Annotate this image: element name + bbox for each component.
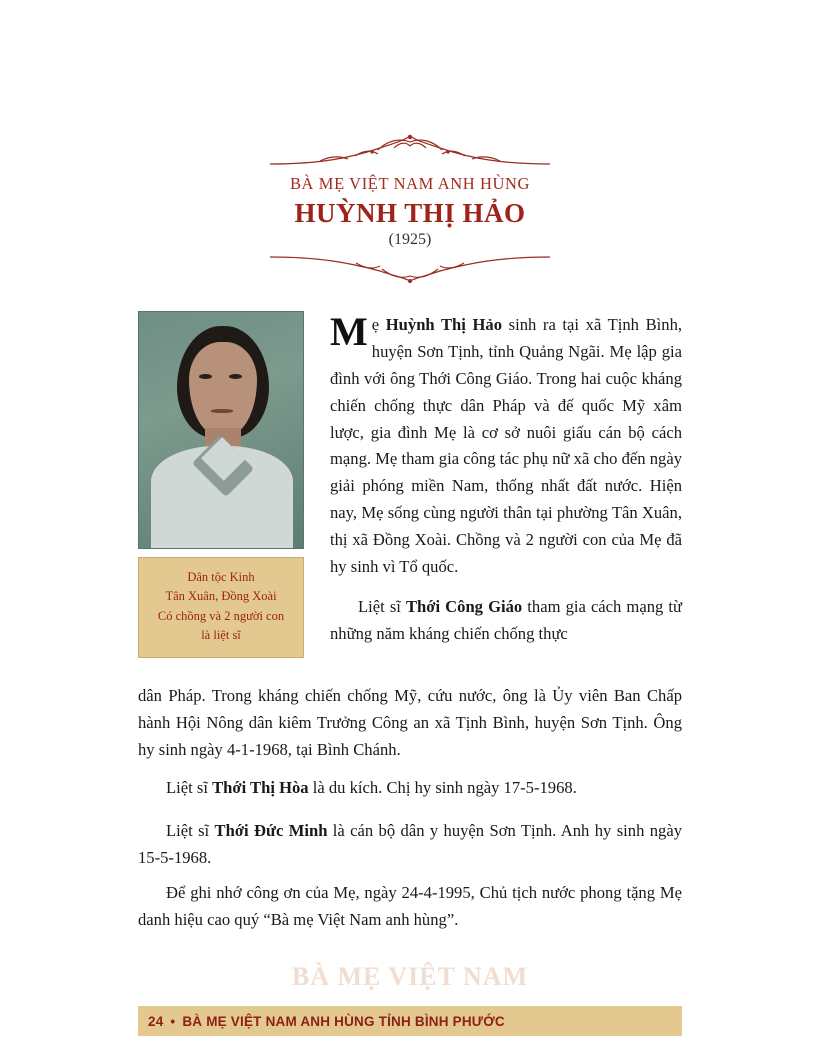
caption-line-2: Tân Xuân, Đồng Xoài: [165, 589, 277, 604]
drop-cap: M: [330, 309, 368, 354]
ornament-top-icon: [260, 128, 560, 172]
footer-separator: •: [170, 1013, 176, 1029]
portrait-eye-right: [229, 374, 242, 379]
caption-line-1: Dân tộc Kinh: [187, 570, 255, 584]
portrait-mouth: [211, 409, 233, 413]
body-paragraph-1: [330, 309, 683, 581]
body-paragraph-2-head-text: Liệt sĩ Thới Công Giáo tham gia cách mạng từ những năm kháng chiến chống thực: [330, 596, 682, 643]
portrait-face: [189, 342, 257, 436]
portrait-photo: [138, 311, 304, 549]
portrait-eye-left: [199, 374, 212, 379]
body-paragraph-4-text: Liệt sĩ Thới Đức Minh là cán bộ dân y huyện Sơn Tịnh. Anh hy sinh ngày 15-5-1968.: [138, 821, 682, 867]
body-paragraph-2-rest: [138, 683, 682, 764]
page-title: HUỲNH THỊ HẢO: [294, 197, 526, 228]
body-paragraph-4: [138, 818, 682, 872]
body-paragraph-3-text: Liệt sĩ Thới Thị Hòa là du kích. Chị hy sinh ngày 17-5-1968.: [166, 778, 577, 797]
page-footer: [138, 1006, 682, 1036]
page-title-year: (1925): [388, 230, 432, 248]
caption-line-4: là liệt sĩ: [201, 628, 241, 643]
footer-page-number: 24: [148, 1013, 164, 1029]
ornament-bottom-icon: [260, 251, 560, 285]
page-header: [240, 128, 580, 285]
photo-block: [138, 311, 304, 658]
body-paragraph-1-column: [330, 309, 683, 648]
caption-line-3: Có chồng và 2 người con: [157, 608, 285, 623]
body-paragraph-2-rest-text: dân Pháp. Trong kháng chiến chống Mỹ, cứu nước, ông là Ủy viên Ban Chấp hành Hội Nông dân kiêm Trưởng Công an xã Tịnh Bình, huyện Sơn Tịnh. Ông hy sinh ngày 4-1-1968, tại Bình Chánh.: [138, 686, 682, 759]
ghost-watermark-text: BÀ MẸ VIỆT NAM: [291, 962, 529, 991]
body-paragraph-5-text: Để ghi nhớ công ơn của Mẹ, ngày 24-4-1995, Chủ tịch nước phong tặng Mẹ danh hiệu cao quý “Bà mẹ Việt Nam anh hùng”.: [138, 883, 682, 929]
body-paragraph-3: [138, 775, 682, 802]
body-paragraph-1-text: ẹ Huỳnh Thị Hảo sinh ra tại xã Tịnh Bình, huyện Sơn Tịnh, tỉnh Quảng Ngãi. Mẹ lập gia đình với ông Thới Công Giáo. Trong hai cuộc kháng chiến chống thực dân Pháp và đế quốc Mỹ xâm lược, gia đình Mẹ là cơ sở nuôi giấu cán bộ cách mạng. Mẹ tham gia công tác phụ nữ xã cho đến ngày giải phóng miền Nam, thống nhất đất nước. Hiện nay, Mẹ sống cùng người thân tại phường Tân Xuân, thị xã Đồng Xoài. Chồng và 2 người con của Mẹ đã hy sinh vì Tổ quốc.: [330, 315, 683, 576]
page-eyebrow-title: BÀ MẸ VIỆT NAM ANH HÙNG: [289, 174, 531, 193]
photo-caption: [138, 557, 304, 658]
footer-title: BÀ MẸ VIỆT NAM ANH HÙNG TỈNH BÌNH PHƯỚC: [182, 1013, 505, 1029]
body-paragraph-2-head: [330, 594, 682, 648]
body-paragraph-5: [138, 880, 682, 934]
